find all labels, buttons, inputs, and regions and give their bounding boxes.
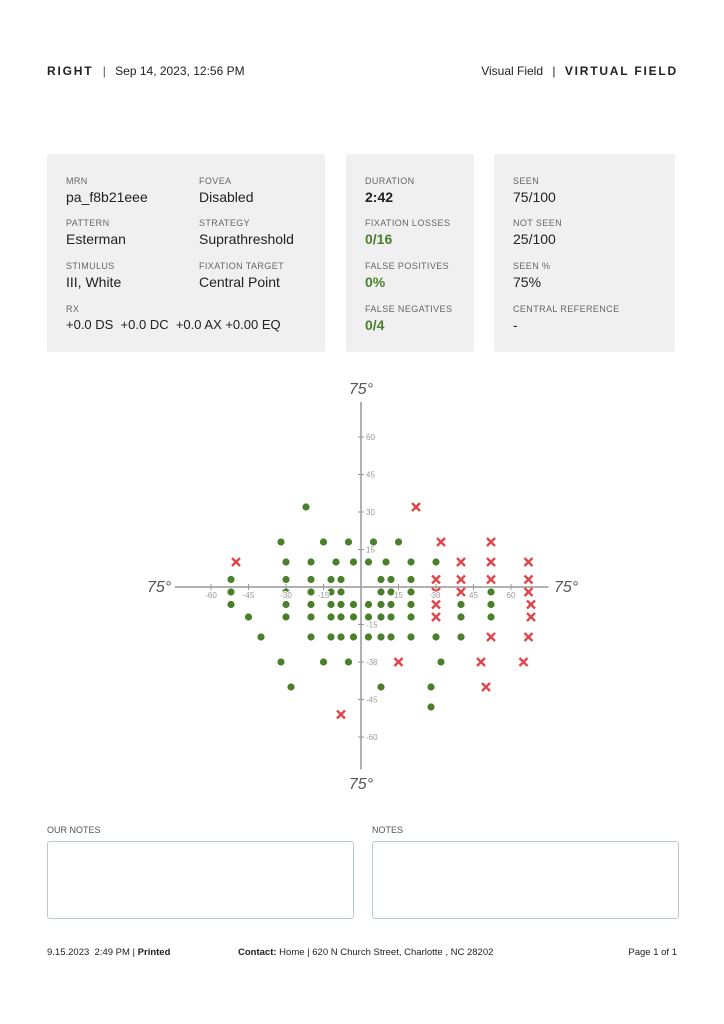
contact-label: Contact:: [238, 947, 277, 958]
seen-point: [365, 558, 372, 565]
seen-point: [377, 588, 384, 595]
seen-point: [427, 683, 434, 690]
seen-point: [407, 633, 414, 640]
seen-point: [432, 633, 439, 640]
seen-point: [345, 538, 352, 545]
x-tick-label: -15: [317, 591, 330, 600]
our-notes-label: OUR NOTES: [47, 825, 101, 835]
strategy-value: Suprathreshold: [199, 231, 294, 247]
not-seen-point: [487, 633, 495, 641]
contact-value: Home | 620 N Church Street, Charlotte , NC 28202: [276, 947, 494, 958]
patient-info-card: [47, 154, 325, 352]
not-seen-point: [232, 558, 240, 566]
seen-point: [282, 576, 289, 583]
mrn-value: pa_f8b21eee: [66, 189, 148, 205]
not-seen-point: [437, 538, 445, 546]
visual-field-plot: [0, 370, 724, 800]
seen-point: [327, 576, 334, 583]
not-seen-point: [432, 613, 440, 621]
seen-point: [377, 613, 384, 620]
x-tick-label: -45: [242, 591, 255, 600]
mrn-label: MRN: [66, 176, 88, 186]
not-seen-point: [432, 576, 440, 584]
central-ref-label: CENTRAL REFERENCE: [513, 304, 620, 314]
seen-point: [332, 558, 339, 565]
seen-point: [365, 601, 372, 608]
seen-point: [407, 558, 414, 565]
fixation-target-label: FIXATION TARGET: [199, 261, 285, 271]
seen-point: [437, 658, 444, 665]
seen-pct-value: 75%: [513, 274, 542, 290]
seen-point: [227, 576, 234, 583]
not-seen-point: [457, 588, 465, 596]
not-seen-point: [525, 588, 533, 596]
test-datetime: Sep 14, 2023, 12:56 PM: [115, 64, 245, 78]
not-seen-point: [525, 633, 533, 641]
x-tick-label: -30: [280, 591, 292, 600]
not-seen-point: [525, 576, 533, 584]
not-seen-point: [432, 601, 440, 609]
pattern-value: Esterman: [66, 231, 126, 247]
header-left: [47, 64, 245, 78]
seen-point: [407, 576, 414, 583]
x-tick-label: 30: [431, 591, 441, 600]
not-seen-point: [527, 601, 535, 609]
seen-point: [327, 601, 334, 608]
not-seen-point: [337, 711, 345, 719]
seen-point: [377, 576, 384, 583]
seen-point: [227, 588, 234, 595]
seen-value: 75/100: [513, 189, 556, 205]
eye-label: RIGHT: [47, 64, 94, 78]
y-tick-label: 45: [366, 470, 375, 480]
false-positives-label: FALSE POSITIVES: [365, 261, 450, 271]
not-seen-label: NOT SEEN: [513, 218, 563, 228]
seen-point: [307, 588, 314, 595]
seen-point: [277, 538, 284, 545]
not-seen-point: [457, 576, 465, 584]
fovea-value: Disabled: [199, 189, 254, 205]
separator: |: [552, 64, 556, 78]
separator: |: [102, 64, 106, 78]
seen-point: [307, 601, 314, 608]
duration-label: DURATION: [365, 176, 415, 186]
seen-point: [307, 613, 314, 620]
seen-point: [287, 683, 294, 690]
seen-point: [457, 633, 464, 640]
false-negatives-label: FALSE NEGATIVES: [365, 304, 453, 314]
not-seen-point: [482, 683, 490, 691]
not-seen-point: [477, 658, 485, 666]
y-tick-label: -45: [366, 695, 378, 705]
product-name: VIRTUAL FIELD: [564, 64, 678, 78]
seen-point: [257, 633, 264, 640]
not-seen-point: [487, 538, 495, 546]
seen-point: [407, 601, 414, 608]
top-extent-label: 75°: [348, 381, 374, 398]
x-tick-label: -60: [205, 591, 217, 600]
y-tick-label: 30: [366, 508, 375, 517]
printed-label: Printed: [137, 947, 171, 958]
seen-point: [337, 613, 344, 620]
not-seen-value: 25/100: [513, 231, 556, 247]
seen-point: [382, 558, 389, 565]
stimulus-value: III, White: [66, 274, 122, 290]
y-tick-label: -30: [366, 658, 378, 667]
seen-point: [395, 538, 402, 545]
seen-point: [377, 683, 384, 690]
stimulus-label: STIMULUS: [66, 261, 115, 271]
reliability-card: [346, 154, 474, 352]
seen-point: [365, 633, 372, 640]
not-seen-point: [525, 558, 533, 566]
seen-point: [282, 613, 289, 620]
seen-point: [377, 601, 384, 608]
left-extent-label: 75°: [147, 579, 172, 596]
seen-point: [337, 576, 344, 583]
seen-point: [350, 633, 357, 640]
right-extent-label: 75°: [554, 579, 579, 596]
seen-point: [387, 633, 394, 640]
seen-point: [350, 613, 357, 620]
central-ref-value: -: [513, 317, 518, 333]
seen-point: [307, 633, 314, 640]
seen-point: [350, 601, 357, 608]
y-tick-label: -60: [366, 733, 378, 742]
not-seen-point: [395, 658, 403, 666]
seen-point: [227, 601, 234, 608]
x-tick-label: 15: [394, 591, 403, 600]
seen-point: [457, 601, 464, 608]
y-tick-label: 15: [366, 545, 375, 555]
fixation-target-value: Central Point: [199, 274, 280, 290]
seen-point: [337, 601, 344, 608]
seen-point: [487, 613, 494, 620]
seen-point: [432, 558, 439, 565]
seen-point: [277, 658, 284, 665]
test-type: Visual Field: [481, 64, 543, 78]
strategy-label: STRATEGY: [199, 218, 251, 228]
seen-point: [487, 601, 494, 608]
printed-info: [47, 947, 170, 958]
seen-point: [387, 601, 394, 608]
fovea-label: FOVEA: [199, 176, 232, 186]
seen-point: [282, 558, 289, 565]
seen-point: [307, 576, 314, 583]
seen-point: [320, 538, 327, 545]
not-seen-point: [487, 558, 495, 566]
seen-point: [350, 558, 357, 565]
false-negatives-value: 0/4: [365, 317, 385, 333]
seen-point: [337, 588, 344, 595]
seen-point: [245, 613, 252, 620]
seen-point: [320, 658, 327, 665]
notes-box[interactable]: [372, 841, 679, 919]
fixation-losses-label: FIXATION LOSSES: [365, 218, 451, 228]
not-seen-point: [520, 658, 528, 666]
seen-point: [327, 633, 334, 640]
fixation-losses-value: 0/16: [365, 231, 393, 247]
our-notes-box[interactable]: [47, 841, 354, 919]
x-tick-label: 45: [469, 591, 478, 600]
seen-point: [345, 658, 352, 665]
y-tick-label: 60: [366, 433, 375, 442]
printed-time: 9.15.2023 2:49 PM |: [47, 947, 138, 958]
seen-label: SEEN: [513, 176, 540, 186]
seen-pct-label: SEEN %: [513, 261, 551, 271]
seen-point: [337, 633, 344, 640]
seen-point: [307, 558, 314, 565]
duration-value: 2:42: [365, 189, 394, 205]
seen-point: [487, 588, 494, 595]
not-seen-point: [487, 576, 495, 584]
contact-info: [238, 947, 493, 958]
seen-point: [387, 613, 394, 620]
rx-label: RX: [66, 304, 80, 314]
seen-point: [407, 588, 414, 595]
notes-label: NOTES: [372, 825, 404, 835]
y-tick-label: -15: [366, 620, 378, 630]
seen-point: [327, 613, 334, 620]
pattern-label: PATTERN: [66, 218, 110, 228]
false-positives-value: 0%: [365, 274, 386, 290]
header-right: [481, 64, 678, 78]
x-tick-label: 60: [506, 591, 516, 600]
bottom-extent-label: 75°: [348, 776, 374, 793]
page-number: Page 1 of 1: [628, 947, 677, 958]
not-seen-point: [457, 558, 465, 566]
seen-point: [377, 633, 384, 640]
seen-point: [302, 503, 309, 510]
seen-point: [457, 613, 464, 620]
not-seen-point: [527, 613, 535, 621]
rx-value: +0.0 DS +0.0 DC +0.0 AX +0.00 EQ: [66, 317, 281, 332]
not-seen-point: [412, 503, 420, 511]
seen-point: [282, 601, 289, 608]
seen-point: [427, 703, 434, 710]
seen-point: [387, 576, 394, 583]
results-card: [494, 154, 675, 352]
seen-point: [407, 613, 414, 620]
